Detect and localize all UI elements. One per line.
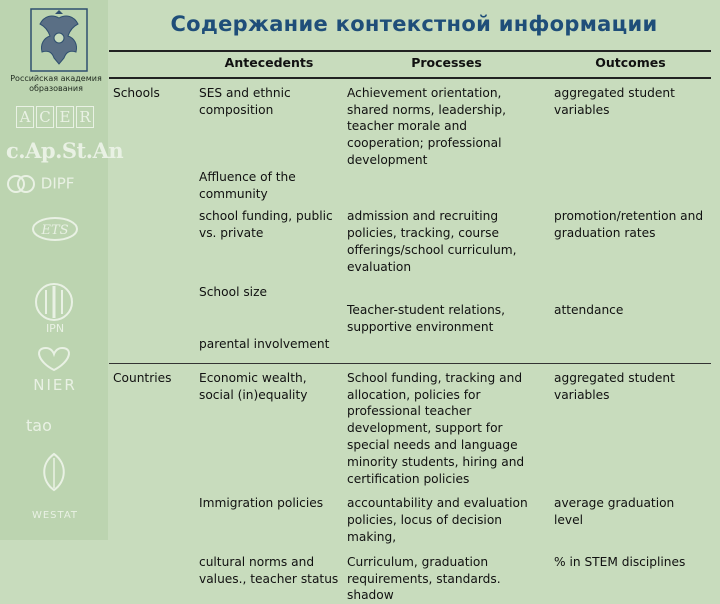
header-antecedents: Antecedents (195, 51, 343, 78)
table-row (109, 276, 711, 301)
table-row (109, 202, 711, 275)
header-processes: Processes (343, 51, 550, 78)
antecedent-cell: SES and ethnic composition (195, 78, 343, 169)
table-row (109, 78, 711, 169)
organization-name: Российская академия образования (10, 74, 102, 93)
outcome-cell (550, 336, 711, 363)
westat-logo: WESTAT (31, 510, 79, 521)
context-table (109, 50, 711, 604)
slide-title: Содержание контекстной информации (170, 12, 658, 36)
sidebar (0, 0, 124, 540)
antecedent-cell: Immigration policies (199, 496, 324, 511)
capstan-logo: c.Ap.St.An (6, 138, 124, 163)
outcome-cell (550, 169, 711, 203)
antecedent-cell: School size (199, 284, 267, 299)
outcome-cell: attendance (554, 303, 624, 318)
antecedent-cell: Affluence of the community (199, 169, 296, 201)
process-cell: accountability and evaluation policies, locus of decision making, (347, 496, 528, 544)
nier-emblem-icon (30, 344, 78, 374)
antecedent-cell: school funding, public vs. private (199, 209, 333, 241)
process-cell (343, 276, 550, 301)
dipf-rings-icon (6, 174, 36, 194)
antecedent-cell (195, 300, 343, 336)
outcome-cell: % in STEM disciplines (554, 554, 686, 569)
group-cell (109, 300, 195, 336)
process-cell: Curriculum, graduation requirements, standards. shadow (347, 554, 501, 603)
group-cell (109, 546, 195, 604)
ipn-emblem-icon (34, 282, 74, 322)
process-cell: School funding, tracking and allocation, policies for professional teacher development, support for special needs and language minority students, hiring and certification policies (343, 363, 550, 487)
process-cell: admission and recruiting policies, tracking, course offerings/school curriculum, evaluation (347, 209, 517, 274)
group-cell (109, 487, 195, 545)
table-row (109, 487, 711, 545)
process-cell (343, 336, 550, 363)
group-cell (109, 202, 195, 275)
table-row (109, 363, 711, 487)
group-cell: Schools (109, 78, 195, 169)
process-cell (343, 169, 550, 203)
table-row (109, 546, 711, 604)
tao-logo: tao (26, 416, 52, 435)
antecedent-cell: cultural norms and values., teacher status (199, 554, 339, 586)
group-cell: Countries (109, 363, 195, 487)
table-row (109, 336, 711, 363)
coat-of-arms-icon (30, 8, 88, 72)
table-row (109, 300, 711, 336)
outcome-cell: promotion/retention and graduation rates (554, 209, 704, 241)
antecedent-cell: parental involvement (199, 336, 330, 351)
svg-text:ETS: ETS (41, 223, 69, 238)
leaf-emblem-icon (36, 452, 72, 492)
group-cell (109, 276, 195, 301)
ets-logo (6, 216, 104, 242)
dipf-logo: DIPF (6, 174, 104, 194)
outcome-cell: average graduation level (554, 496, 675, 528)
acer-logo: A C E R (6, 106, 104, 130)
process-cell: Achievement orientation, shared norms, leadership, teacher morale and cooperation; professional development (343, 78, 550, 169)
ipn-logo: IPN (45, 322, 65, 335)
outcome-cell (550, 276, 711, 301)
table-row (109, 169, 711, 203)
process-cell: Teacher-student relations, supportive environment (347, 303, 506, 335)
antecedent-cell: Economic wealth, social (in)equality (195, 363, 343, 487)
group-cell (109, 169, 195, 203)
table-header-row (109, 51, 711, 78)
header-outcomes: Outcomes (550, 51, 711, 78)
nier-logo: NIER (33, 376, 77, 394)
outcome-cell: aggregated student variables (550, 78, 711, 169)
outcome-cell: aggregated student variables (550, 363, 711, 487)
header-group (109, 51, 195, 78)
group-cell (109, 336, 195, 363)
